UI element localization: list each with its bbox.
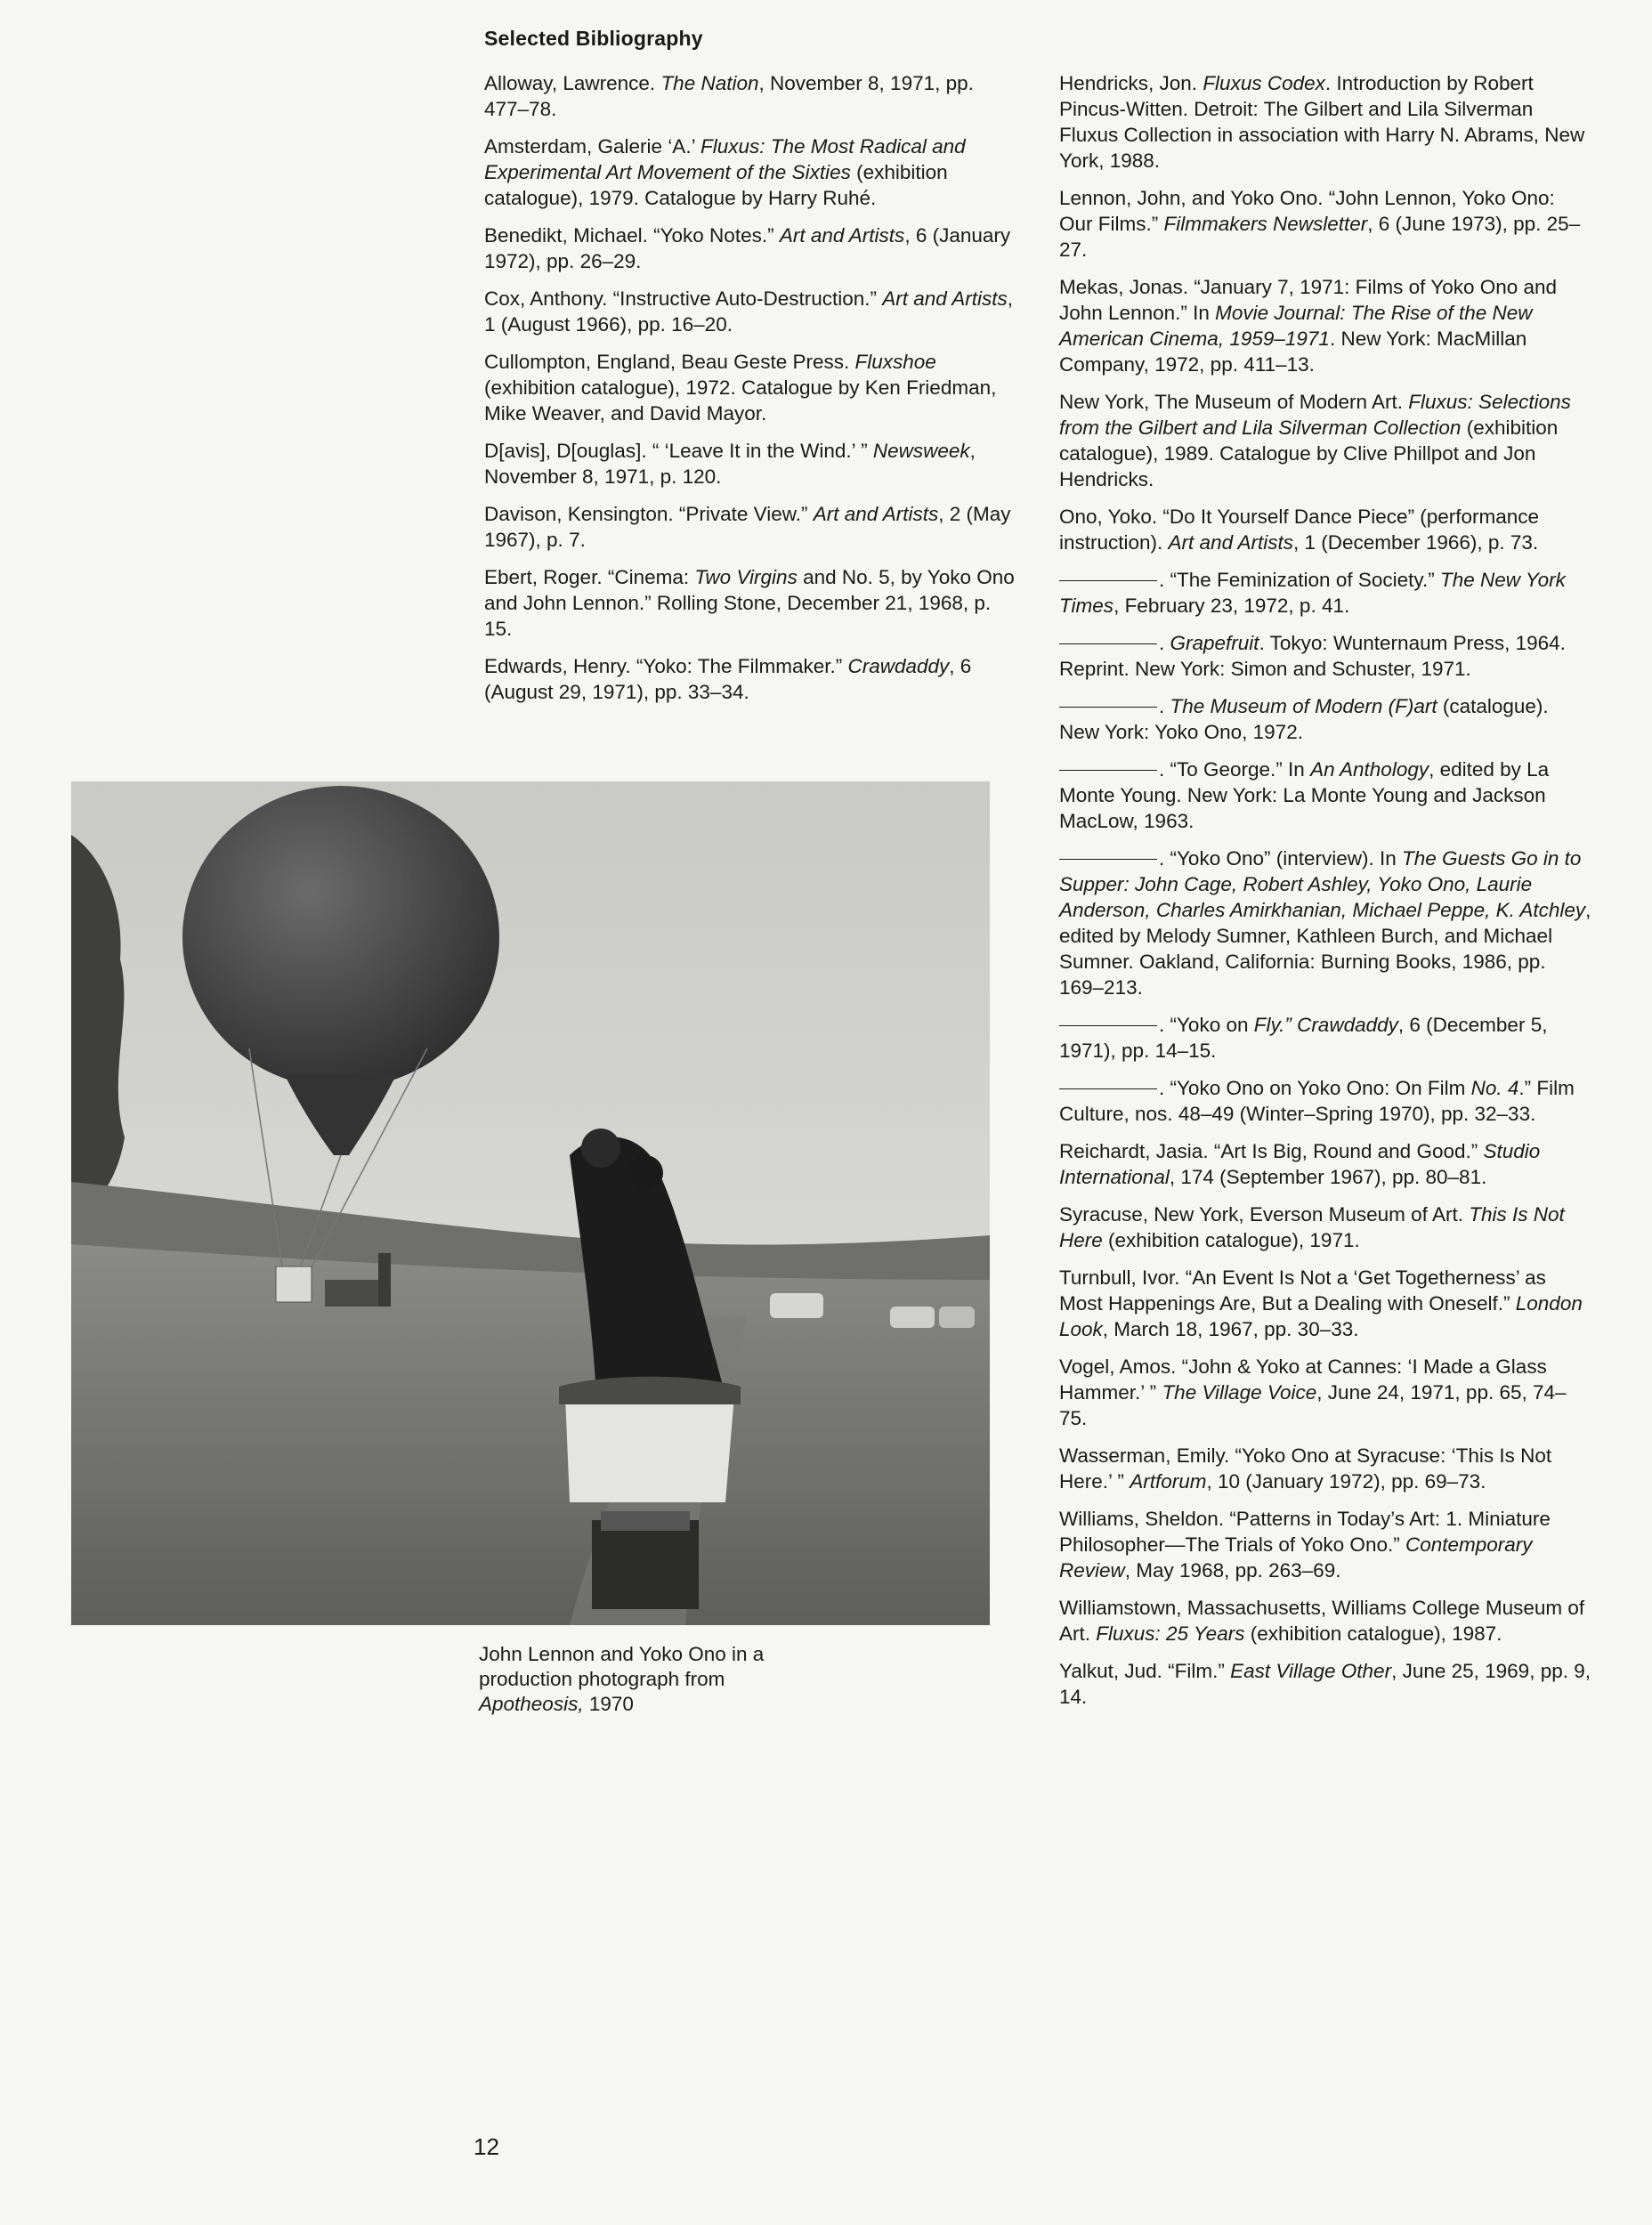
- entry-title: Filmmakers Newsletter: [1163, 213, 1368, 235]
- entry-details: , edited by La Monte Young. New York: La Monte Young and Jackson MacLow, 1963.: [1059, 758, 1550, 832]
- entry-text: Alloway, Lawrence.: [484, 72, 661, 94]
- entry-details: (exhibition catalogue), 1971.: [1102, 1229, 1360, 1251]
- entry-title: Fluxshoe: [854, 351, 936, 373]
- entry-text: Edwards, Henry. “Yoko: The Filmmaker.”: [484, 655, 848, 677]
- entry-text: Ebert, Roger. “Cinema:: [484, 566, 695, 588]
- entry-details: , June 25, 1969, pp. 9, 14.: [1059, 1660, 1591, 1708]
- entry-text: Turnbull, Ivor. “An Event Is Not a ‘Get Togetherness’ as Most Happenings Are, But a Dealing with Oneself.”: [1059, 1266, 1546, 1315]
- caption-year: 1970: [583, 1693, 634, 1715]
- bibliography-entry: [1059, 389, 1593, 492]
- entry-text: Mekas, Jonas. “January 7, 1971: Films of Yoko Ono and John Lennon.” In: [1059, 276, 1558, 324]
- bibliography-heading: Selected Bibliography: [484, 27, 703, 50]
- bibliography-entry: [1059, 693, 1593, 745]
- entry-title: Two Virgins: [694, 566, 798, 588]
- repeat-author-rule: [1059, 859, 1157, 860]
- entry-text: . “To George.” In: [1159, 758, 1311, 781]
- repeat-author-rule: [1059, 707, 1157, 708]
- entry-details: , June 24, 1971, pp. 65, 74–75.: [1059, 1381, 1567, 1429]
- balloon-field-photo: [71, 781, 990, 1625]
- entry-text: . “The Feminization of Society.”: [1159, 569, 1440, 591]
- entry-title: London Look: [1059, 1292, 1583, 1340]
- entry-title: Fluxus: The Most Radical and Experimental Art Movement of the Sixties: [484, 135, 966, 183]
- repeat-author-rule: [1059, 770, 1157, 771]
- entry-details: , edited by Melody Sumner, Kathleen Burch, and Michael Sumner. Oakland, California: Burning Books, 1986, pp. 169–213.: [1059, 899, 1591, 999]
- entry-text: Williams, Sheldon. “Patterns in Today’s Art: 1. Miniature Philosopher—The Trials of Yoko Ono.”: [1059, 1508, 1551, 1556]
- entry-title: Fluxus: 25 Years: [1096, 1622, 1245, 1645]
- entry-text: Reichardt, Jasia. “Art Is Big, Round and Good.”: [1059, 1140, 1484, 1162]
- entry-title: Art and Artists: [882, 287, 1008, 310]
- bibliography-entry: [1059, 1354, 1593, 1431]
- production-photograph: [71, 781, 990, 1625]
- bibliography-entry: [1059, 70, 1593, 174]
- entry-title: Art and Artists: [1168, 531, 1294, 554]
- bibliography-entry: [484, 70, 1018, 122]
- entry-details: , 6 (June 1973), pp. 25–27.: [1059, 213, 1581, 261]
- bibliography-entry: [1059, 1595, 1593, 1646]
- entry-text: Amsterdam, Galerie ‘A.’: [484, 135, 700, 158]
- bibliography-entry: [484, 438, 1018, 490]
- entry-details: (exhibition catalogue), 1987.: [1244, 1622, 1502, 1645]
- caption-text: John Lennon and Yoko Ono in a production photograph from: [479, 1643, 765, 1690]
- entry-text: .: [1159, 632, 1170, 654]
- entry-details: , March 18, 1967, pp. 30–33.: [1102, 1318, 1359, 1340]
- bibliography-entry: [1059, 567, 1593, 619]
- bibliography-entry: [1059, 1443, 1593, 1494]
- bibliography-entry: [1059, 274, 1593, 377]
- bibliography-entry: [484, 222, 1018, 274]
- entry-title: The New York Times: [1059, 569, 1566, 617]
- entry-text: Ono, Yoko. “Do It Yourself Dance Piece” (performance instruction).: [1059, 506, 1540, 554]
- entry-text: Williamstown, Massachusetts, Williams College Museum of Art.: [1059, 1597, 1585, 1645]
- entry-text: New York, The Museum of Modern Art.: [1059, 391, 1409, 413]
- entry-title: East Village Other: [1230, 1660, 1392, 1682]
- bibliography-entry: [484, 564, 1018, 642]
- entry-text: Davison, Kensington. “Private View.”: [484, 503, 814, 525]
- bibliography-entry: [484, 501, 1018, 553]
- bibliography-left-column: [484, 70, 1018, 716]
- entry-details: .” Film Culture, nos. 48–49 (Winter–Spring 1970), pp. 32–33.: [1059, 1077, 1575, 1125]
- entry-details: , February 23, 1972, p. 41.: [1113, 595, 1350, 617]
- entry-details: (catalogue). New York: Yoko Ono, 1972.: [1059, 695, 1549, 743]
- repeat-author-rule: [1059, 1025, 1157, 1026]
- entry-title: Art and Artists: [813, 503, 939, 525]
- entry-details: . Introduction by Robert Pincus-Witten. Detroit: The Gilbert and Lila Silverman Fluxus Collection in association with Harry N. Abrams, New York, 1988.: [1059, 72, 1585, 172]
- entry-title: An Anthology: [1310, 758, 1429, 781]
- entry-details: (exhibition catalogue), 1989. Catalogue by Clive Phillpot and Jon Hendricks.: [1059, 417, 1559, 490]
- bibliography-entry: [1059, 1265, 1593, 1342]
- entry-text: Benedikt, Michael. “Yoko Notes.”: [484, 224, 780, 247]
- bibliography-entry: [1059, 504, 1593, 555]
- bibliography-entry: [1059, 1075, 1593, 1127]
- entry-title: No. 4: [1470, 1077, 1519, 1099]
- bibliography-entry: [1059, 1138, 1593, 1190]
- entry-title: Fly.” Crawdaddy: [1253, 1014, 1398, 1036]
- entry-title: The Guests Go in to Supper: John Cage, Robert Ashley, Yoko Ono, Laurie Anderson, Charles Amirkhanian, Michael Peppe, K. Atchley: [1059, 847, 1586, 921]
- entry-text: Hendricks, Jon.: [1059, 72, 1203, 94]
- entry-title: The Nation: [660, 72, 759, 94]
- entry-details: , November 8, 1971, p. 120.: [484, 440, 976, 488]
- entry-details: , 6 (January 1972), pp. 26–29.: [484, 224, 1011, 272]
- entry-title: Grapefruit: [1170, 632, 1259, 654]
- entry-text: .: [1159, 695, 1170, 717]
- entry-text: Vogel, Amos. “John & Yoko at Cannes: ‘I Made a Glass Hammer.’ ”: [1059, 1355, 1547, 1404]
- repeat-author-rule: [1059, 643, 1157, 644]
- entry-details: (exhibition catalogue), 1979. Catalogue by Harry Ruhé.: [484, 161, 948, 209]
- entry-details: and No. 5, by Yoko Ono and John Lennon.” Rolling Stone, December 21, 1968, p. 15.: [484, 566, 1015, 640]
- entry-details: , 6 (August 29, 1971), pp. 33–34.: [484, 655, 972, 703]
- photo-caption: [479, 1642, 835, 1717]
- entry-text: . “Yoko on: [1159, 1014, 1254, 1036]
- entry-details: , 2 (May 1967), p. 7.: [484, 503, 1011, 551]
- entry-details: , November 8, 1971, pp. 477–78.: [484, 72, 974, 120]
- bibliography-entry: [1059, 1202, 1593, 1253]
- entry-details: . New York: MacMillan Company, 1972, pp. 411–13.: [1059, 328, 1527, 376]
- bibliography-entry: [484, 134, 1018, 211]
- entry-text: Cox, Anthony. “Instructive Auto-Destruction.”: [484, 287, 883, 310]
- entry-title: Fluxus Codex: [1203, 72, 1325, 94]
- entry-text: Wasserman, Emily. “Yoko Ono at Syracuse: ‘This Is Not Here.’ ”: [1059, 1444, 1552, 1493]
- entry-title: Artforum: [1130, 1470, 1207, 1493]
- bibliography-entry: [484, 349, 1018, 426]
- repeat-author-rule: [1059, 580, 1157, 581]
- page-number: 12: [474, 2133, 499, 2160]
- entry-title: Studio International: [1059, 1140, 1541, 1188]
- entry-text: . “Yoko Ono on Yoko Ono: On Film: [1159, 1077, 1471, 1099]
- entry-title: The Museum of Modern (F)art: [1170, 695, 1437, 717]
- entry-details: , 6 (December 5, 1971), pp. 14–15.: [1059, 1014, 1548, 1062]
- bibliography-entry: [484, 286, 1018, 337]
- entry-details: , 1 (August 1966), pp. 16–20.: [484, 287, 1014, 336]
- entry-details: , 10 (January 1972), pp. 69–73.: [1206, 1470, 1486, 1493]
- entry-title: This Is Not Here: [1059, 1203, 1565, 1251]
- entry-text: Cullompton, England, Beau Geste Press.: [484, 351, 855, 373]
- bibliography-entry: [484, 653, 1018, 705]
- bibliography-entry: [1059, 185, 1593, 263]
- entry-text: Yalkut, Jud. “Film.”: [1059, 1660, 1231, 1682]
- entry-text: . “Yoko Ono” (interview). In: [1159, 847, 1403, 870]
- entry-details: (exhibition catalogue), 1972. Catalogue by Ken Friedman, Mike Weaver, and David Mayor.: [484, 376, 997, 425]
- entry-details: , May 1968, pp. 263–69.: [1124, 1559, 1341, 1582]
- entry-details: , 174 (September 1967), pp. 80–81.: [1169, 1166, 1487, 1188]
- repeat-author-rule: [1059, 1088, 1157, 1089]
- entry-title: The Village Voice: [1162, 1381, 1317, 1404]
- bibliography-entry: [1059, 846, 1593, 1000]
- entry-text: Syracuse, New York, Everson Museum of Art.: [1059, 1203, 1470, 1226]
- bibliography-entry: [1059, 756, 1593, 834]
- entry-details: . Tokyo: Wunternaum Press, 1964. Reprint. New York: Simon and Schuster, 1971.: [1059, 632, 1566, 680]
- bibliography-entry: [1059, 1658, 1593, 1710]
- caption-title: Apotheosis,: [479, 1693, 584, 1715]
- bibliography-right-column: [1059, 70, 1593, 1721]
- entry-details: , 1 (December 1966), p. 73.: [1293, 531, 1539, 554]
- entry-title: Contemporary Review: [1059, 1533, 1533, 1582]
- entry-title: Crawdaddy: [847, 655, 950, 677]
- entry-title: Fluxus: Selections from the Gilbert and Lila Silverman Collection: [1059, 391, 1571, 439]
- bibliography-entry: [1059, 1506, 1593, 1583]
- bibliography-entry: [1059, 1012, 1593, 1064]
- entry-text: D[avis], D[ouglas]. “ ‘Leave It in the Wind.’ ”: [484, 440, 873, 462]
- bibliography-entry: [1059, 630, 1593, 682]
- entry-text: Lennon, John, and Yoko Ono. “John Lennon, Yoko Ono: Our Films.”: [1059, 187, 1555, 235]
- entry-title: Newsweek: [872, 440, 970, 462]
- entry-title: Movie Journal: The Rise of the New American Cinema, 1959–1971: [1059, 302, 1533, 350]
- entry-title: Art and Artists: [779, 224, 905, 247]
